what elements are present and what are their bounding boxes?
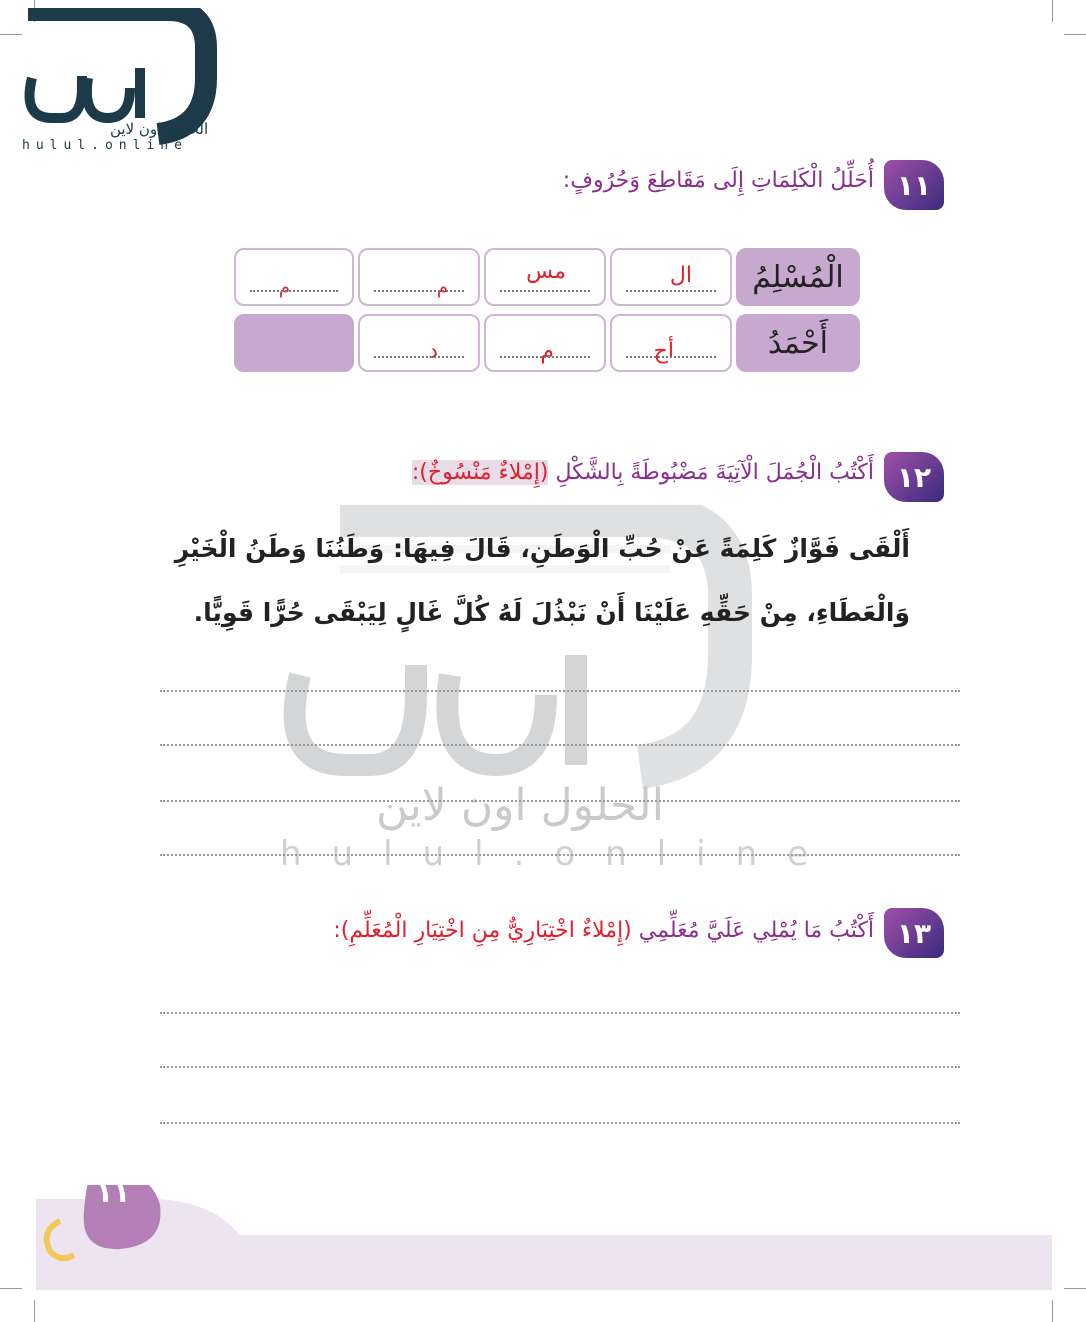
question-11-number: ١١ <box>884 160 944 210</box>
question-11-title: أُحَلِّلُ الْكَلِمَاتِ إِلَى مَقَاطِعَ وَحُرُوفٍ: <box>562 168 874 193</box>
dotted-line <box>500 356 590 358</box>
question-13-title-red: (إِمْلاءٌ اخْتِبَارِيٌّ مِنِ اخْتِيَارِ الْمُعَلِّمِ): <box>333 918 632 943</box>
dotted-line <box>374 356 464 358</box>
page-number: ١١ <box>96 1176 131 1209</box>
crop-mark <box>1052 1300 1053 1322</box>
table-empty-cell <box>234 314 354 372</box>
logo-english-text: hulul.online <box>22 138 188 153</box>
table-answer-cell[interactable] <box>358 248 480 306</box>
table-word-cell: أَحْمَدُ <box>736 314 860 372</box>
question-13-title <box>333 918 874 943</box>
dotted-line <box>626 290 716 292</box>
writing-line[interactable] <box>160 1012 960 1014</box>
answer-text: م <box>540 339 554 364</box>
footer-shape-icon <box>0 1185 1052 1305</box>
table-answer-cell[interactable] <box>610 248 732 306</box>
question-12-number: ١٢ <box>884 452 944 502</box>
dictation-line-2: وَالْعَطَاءِ، مِنْ حَقِّهِ عَلَيْنَا أَنْ نَبْذُلَ لَهُ كُلَّ غَالٍ لِيَبْقَى حُرًّا قَوِيًّا. <box>193 598 910 627</box>
question-12-title <box>412 460 874 485</box>
answer-text: م <box>278 277 290 298</box>
writing-line[interactable] <box>160 1122 960 1124</box>
watermark-arabic-text: الحلول اون لاين <box>376 780 664 831</box>
question-13-number: ١٣ <box>884 908 944 958</box>
table-answer-cell[interactable] <box>610 314 732 372</box>
answer-text: مس <box>526 259 566 284</box>
writing-line[interactable] <box>160 1066 960 1068</box>
table-answer-cell[interactable] <box>358 314 480 372</box>
dotted-line <box>500 290 590 292</box>
question-12-title-red: (إِمْلاءٌ مَنْسُوخٌ): <box>411 460 549 485</box>
crop-mark <box>1064 1288 1086 1289</box>
answer-text: أح <box>653 339 674 364</box>
dotted-line <box>626 356 716 358</box>
crop-mark <box>1064 34 1086 35</box>
question-12-title-main: أَكْتُبُ الْجُمَلَ الْآتِيَةَ مَضْبُوطَةً بِالشَّكْلِ <box>555 460 874 485</box>
question-13-title-main: أَكْتُبُ مَا يُمْلِي عَلَيَّ مُعَلِّمِي <box>638 918 874 943</box>
table-word-cell: الْمُسْلِمُ <box>736 248 860 306</box>
writing-line[interactable] <box>160 744 960 746</box>
syllable-table <box>234 248 860 376</box>
logo-arabic-text: الحلول اون لاين <box>110 120 209 138</box>
table-answer-cell[interactable] <box>234 248 354 306</box>
dotted-line <box>374 290 464 292</box>
footer-bar <box>0 1185 1052 1305</box>
writing-line[interactable] <box>160 854 960 856</box>
dotted-line <box>250 290 338 292</box>
answer-text: ال <box>669 263 692 288</box>
writing-line[interactable] <box>160 800 960 802</box>
answer-text: م <box>436 277 448 298</box>
watermark-english-text: hulul.online <box>280 834 839 874</box>
table-answer-cell[interactable] <box>484 314 606 372</box>
table-answer-cell[interactable] <box>484 248 606 306</box>
answer-text: د <box>428 339 438 364</box>
dictation-line-1: أَلْقَى فَوَّازٌ كَلِمَةً عَنْ حُبِّ الْوَطَنِ، قَالَ فِيهَا: وَطَنُنَا وَطَنُ الْخَيْرِ <box>174 534 910 563</box>
writing-line[interactable] <box>160 690 960 692</box>
crop-mark <box>1052 0 1053 22</box>
